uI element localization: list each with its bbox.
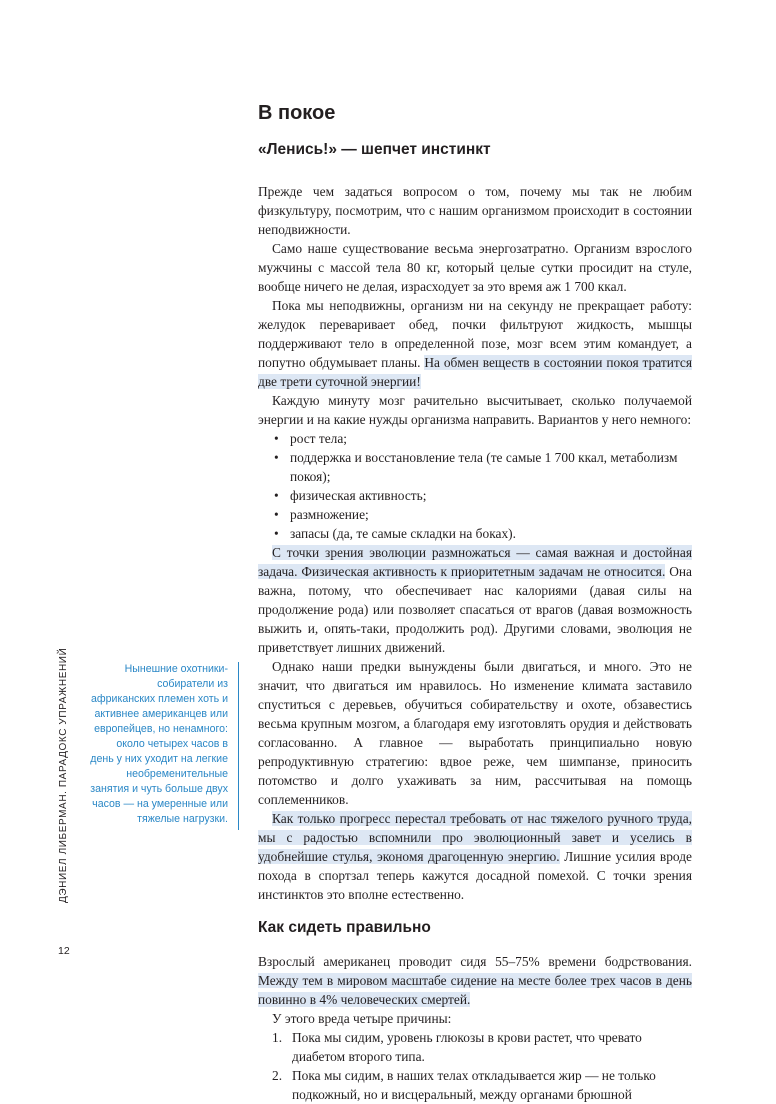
subsection-title-sitting: Как сидеть правильно <box>258 919 431 936</box>
margin-note: Нынешние охотники-собиратели из африканских племен хоть и активнее американцев или европейцев, но ненамного: около четырех часов в день у них уходит на легкие необременительные занятия и чуть больше двух часов — на умеренные или тяжелые нагрузки. <box>90 663 228 825</box>
list-item-text: Пока мы сидим, в наших телах откладывается жир — не только подкожный, но и висцеральный, между органами брюшной <box>292 1068 656 1102</box>
section-title: В покое <box>258 102 336 124</box>
highlight-progress: Как только прогресс перестал требовать от нас тяжелого ручного труда, мы с радостью вспомнили про эволюционный завет и уселись в удобнейшие стулья, экономя драгоценную энергию. <box>258 811 692 864</box>
paragraph-8 <box>258 952 692 1009</box>
list-item: • поддержка и восстановление тела (те самые 1 700 ккал, метаболизм покоя); <box>274 448 692 486</box>
paragraph-8-text: Взрослый американец проводит сидя 55–75% времени бодрствования. <box>258 954 692 969</box>
paragraph-3 <box>258 296 692 391</box>
main-text-column <box>258 100 692 1104</box>
list-number: 1. <box>272 1030 283 1045</box>
paragraph-2: Само наше существование весьма энергозатратно. Организм взрослого мужчины с массой тела 80 кг, который целые сутки просидит на стуле, вообще ничего не делая, израсходует за это время аж 1 700 ккал. <box>258 241 692 294</box>
highlight-metabolism: На обмен веществ в состоянии покоя тратится две трети суточной энергии! <box>258 355 693 389</box>
reasons-list <box>258 1028 692 1104</box>
paragraph-1: Прежде чем задаться вопросом о том, почему мы так не любим физкультуру, посмотрим, что с нашим организмом происходит в состоянии неподвижности. <box>258 184 692 237</box>
list-number: 2. <box>272 1068 283 1083</box>
list-item-text: Пока мы сидим, уровень глюкозы в крови растет, что чревато диабетом второго типа. <box>292 1030 642 1064</box>
subsection-title: «Ленись!» — шепчет инстинкт <box>258 141 491 158</box>
list-item <box>272 1066 692 1104</box>
list-item: • рост тела; <box>274 429 692 448</box>
paragraph-7 <box>258 809 692 904</box>
highlight-evolution: С точки зрения эволюции размножаться — самая важная и достойная задача. Физическая активность к приоритетным задачам не относится. <box>258 545 692 579</box>
list-item: • физическая активность; <box>274 486 692 505</box>
paragraph-3-text: Пока мы неподвижны, организм ни на секунду не прекращает работу: желудок переваривает обед, почки фильтруют жидкость, мышцы поддерживают тело в определенной позе, мозг всем этим командует, а попутно обдумывает планы. <box>258 298 692 370</box>
highlight-mortality: Между тем в мировом масштабе сидение на месте более трех часов в день повинно в 4% человеческих смертей. <box>258 973 692 1007</box>
paragraph-9: У этого вреда четыре причины: <box>272 1011 452 1026</box>
paragraph-5 <box>258 543 692 657</box>
page-number: 12 <box>58 945 70 957</box>
running-head: ДЭНИЕЛ ЛИБЕРМАН. ПАРАДОКС УПРАЖНЕНИЙ <box>58 647 69 903</box>
paragraph-5-text: Она важна, потому, что обеспечивает нас калориями (давая силы на продолжение рода) или позволяет спасаться от врагов (давая возможность выжить и, опять-таки, продолжить род). Другими словами, эволюция не приветствует лишних движений. <box>258 564 692 655</box>
paragraph-6: Однако наши предки вынуждены были двигаться, и много. Это не значит, что двигаться им нравилось. Но изменение климата заставило спуститься с деревьев, обучиться собирательству и охоте, обзавестись весьма крупным мозгом, а благодаря ему изготовлять орудия и действовать согласованно. А главное — выработать принципиально новую репродуктивную стратегию: вдвое реже, чем шимпанзе, приносить потомство и долго ухаживать за ним, рассчитывая на помощь соплеменников. <box>258 659 692 807</box>
margin-note-rule <box>238 662 239 830</box>
energy-uses-list <box>258 429 692 543</box>
list-item: • запасы (да, те самые складки на боках). <box>274 524 692 543</box>
list-item: • размножение; <box>274 505 692 524</box>
paragraph-4: Каждую минуту мозг рачительно высчитывает, сколько получаемой энергии и на какие нужды организма направить. Вариантов у него немного: <box>258 393 692 427</box>
paragraph-7-text: Лишние усилия вроде похода в спортзал теперь кажутся досадной помехой. С точки зрения инстинктов это вполне естественно. <box>258 849 692 902</box>
list-item <box>272 1028 692 1066</box>
